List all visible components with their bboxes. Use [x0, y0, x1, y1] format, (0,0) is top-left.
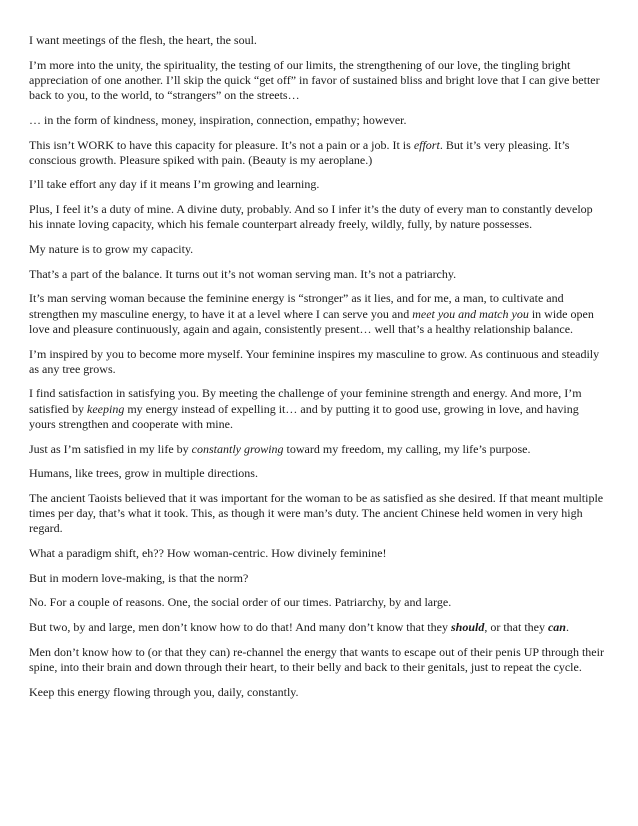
paragraph-13 [29, 466, 608, 481]
paragraph-text: Men don’t know how to (or that they can) re-channel the energy that wants to escape out of their penis UP through their spine, into their brain and down through their heart, to their belly and back to their genitals, just to repeat the cycle. [29, 644, 604, 675]
paragraph-text: This isn’t WORK to have this capacity for pleasure. It’s not a pain or a job. It is [29, 137, 414, 152]
emphasis-text: keeping [87, 401, 125, 416]
paragraph-15 [29, 546, 608, 561]
paragraph-text: Keep this energy flowing through you, daily, constantly. [29, 684, 299, 699]
paragraph-text: my energy instead of expelling it… and by putting it to good use, growing in love, and having yours strengthen and cooperate with mine. [29, 401, 579, 431]
paragraph-text: toward my freedom, my calling, my life’s purpose. [283, 441, 531, 456]
paragraph-text: I want meetings of the flesh, the heart, the soul. [29, 33, 257, 47]
strong-emphasis-text: can [547, 620, 566, 635]
emphasis-text: effort [413, 137, 440, 152]
paragraph-11 [29, 386, 608, 432]
paragraph-text: I find satisfaction in satisfying you. By meeting the challenge of your feminine strength and energy. And more, I’m satisfied by [29, 386, 582, 416]
paragraph-text: But two, by and large, men don’t know how to do that! And many don’t know that they [29, 620, 451, 635]
emphasis-text: constantly growing [191, 441, 284, 456]
paragraph-text: Humans, like trees, grow in multiple directions. [29, 466, 258, 481]
paragraph-3 [29, 113, 608, 128]
paragraph-text: … in the form of kindness, money, inspiration, connection, empathy; however. [29, 112, 407, 127]
paragraph-7 [29, 242, 608, 257]
paragraph-12 [29, 442, 608, 457]
paragraph-text: . But it’s very pleasing. It’s conscious growth. Pleasure spiked with pain. (Beauty is my aeroplane.) [29, 137, 570, 167]
paragraph-1 [29, 33, 608, 48]
paragraph-20 [29, 685, 608, 700]
paragraph-5 [29, 177, 608, 192]
paragraph-17 [29, 595, 608, 610]
strong-emphasis-text: should [450, 620, 485, 635]
paragraph-text: I’m inspired by you to become more myself. Your feminine inspires my masculine to grow. As continuous and steadily as any tree grows. [29, 346, 600, 376]
paragraph-text: in wide open love and pleasure continuously, again and again, consistently present… well that’s a healthy relationship balance. [29, 306, 594, 336]
paragraph-8 [29, 267, 608, 282]
paragraph-text: No. For a couple of reasons. One, the social order of our times. Patriarchy, by and large. [29, 595, 452, 610]
paragraph-text: Just as I’m satisfied in my life by [29, 441, 192, 456]
emphasis-text: meet you and match you [412, 306, 529, 321]
paragraph-text: . [565, 620, 569, 635]
paragraph-text: , or that they [484, 620, 548, 635]
paragraph-text: That’s a part of the balance. It turns out it’s not woman serving man. It’s not a patriarchy. [29, 266, 457, 281]
paragraph-text: Plus, I feel it’s a duty of mine. A divine duty, probably. And so I infer it’s the duty of every man to constantly develop his innate loving capacity, which his female counterpart already freely, wildly, fully, by nature possesses. [29, 202, 593, 232]
paragraph-text: I’m more into the unity, the spirituality, the testing of our limits, the strengthening of our love, the tingling bright appreciation of one another. I’ll skip the quick “get off” in favor of sustained bliss and bright love that I can give better back to you, to the world, to “strangers” on the streets… [29, 57, 600, 103]
paragraph-14 [29, 491, 608, 537]
paragraph-16 [29, 571, 608, 586]
paragraph-10 [29, 347, 608, 377]
paragraph-text: I’ll take effort any day if it means I’m growing and learning. [29, 177, 320, 192]
paragraph-18 [29, 620, 608, 635]
paragraph-text: My nature is to grow my capacity. [29, 242, 194, 257]
paragraph-9 [29, 291, 608, 337]
paragraph-text: It’s man serving woman because the feminine energy is “stronger” as it lies, and for me, a man, to cultivate and strengthen my masculine energy, to have it at a level where I can serve you and [29, 291, 564, 321]
paragraph-text: The ancient Taoists believed that it was important for the woman to be as satisfied as she desired. If that meant multiple times per day, that’s what it took. This, as though it were man’s duty. The ancient Chinese held women in very high regard. [29, 490, 604, 536]
paragraph-6 [29, 202, 608, 232]
paragraph-text: But in modern love-making, is that the norm? [29, 570, 249, 585]
paragraph-4 [29, 138, 608, 168]
paragraph-19 [29, 645, 608, 675]
paragraph-text: What a paradigm shift, eh?? How woman-centric. How divinely feminine! [29, 546, 387, 561]
paragraph-2 [29, 58, 608, 104]
